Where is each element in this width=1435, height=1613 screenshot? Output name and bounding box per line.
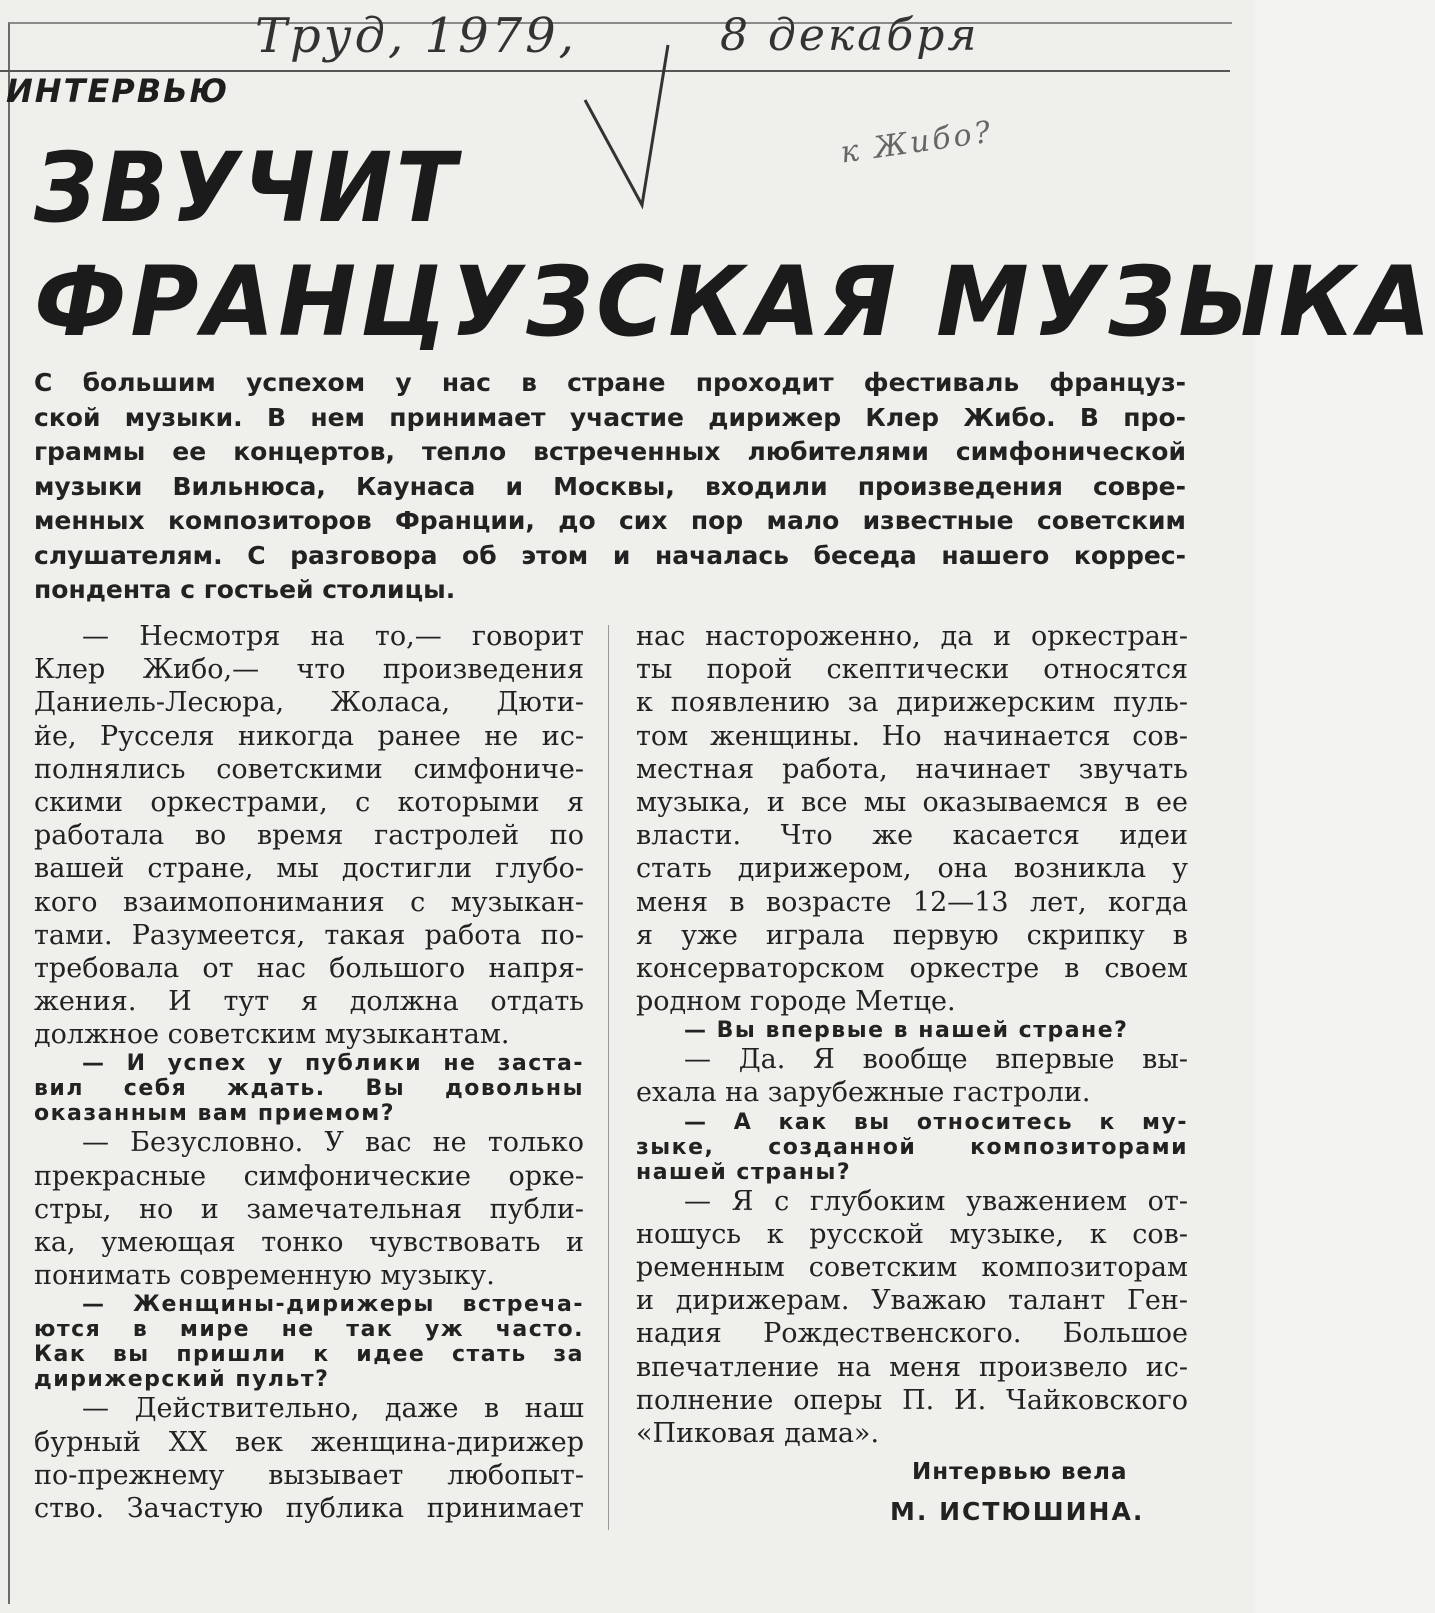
handwritten-note: к Жибо? [838,114,996,171]
article-column-2 [636,620,1188,1450]
answer-line: я уже играла первую скрипку в [636,919,1188,951]
lead-line: музыки Вильнюса, Каунаса и Москвы, входили произведения совре- [34,471,1186,501]
answer-line: бурный XX век женщина-дирижер [34,1426,584,1458]
answer-line: меня в возрасте 12—13 лет, когда [636,886,1188,918]
answer-line: и дирижерам. Уважаю талант Ген- [636,1285,1188,1317]
answer-line: работала во время гастролей по [34,820,584,852]
question-line: нашей страны? [636,1159,852,1185]
answer-line: должное советским музыкантам. [34,1019,510,1051]
handwritten-check-mark [580,40,680,210]
answer-line: — Действительно, даже в наш [82,1393,584,1425]
answer-line: полнялись советскими симфониче- [34,753,584,785]
answer-line: ка, умеющая тонко чувствовать и [34,1227,584,1258]
answer-line: скими оркестрами, с которыми я [34,786,584,818]
answer-line: родном городе Метце. [636,986,956,1018]
answer-line: нас настороженно, да и оркестран- [636,621,1188,652]
byline-author: М. ИСТЮШИНА. [890,1497,1145,1526]
answer-line: полнение оперы П. И. Чайковского [636,1384,1188,1416]
lead-paragraph [34,366,1186,608]
answer-line: Клер Жибо,— что произведения [34,654,584,686]
answer-line: — Я с глубоким уважением от- [684,1185,1188,1217]
question-line: зыке, созданной композиторами [636,1134,1188,1160]
answer-line: жения. И тут я должна отдать [34,986,584,1018]
question-line: Как вы пришли к идее стать за [34,1342,584,1368]
question-line: оказанным вам приемом? [34,1101,395,1127]
question-line: дирижерский пульт? [34,1367,330,1393]
question-line: ются в мире не так уж часто. [34,1317,584,1343]
answer-line: «Пиковая дама». [636,1417,880,1449]
question-line: — И успех у публики не заста- [82,1051,584,1077]
answer-line: власти. Что же касается идеи [636,820,1188,852]
answer-line: том женщины. Но начинается сов- [636,720,1188,752]
lead-line: менных композиторов Франции, до сих пор мало известные советским [34,506,1186,535]
answer-line: ство. Зачастую публика принимает [34,1492,584,1524]
byline-label: Интервью вела [912,1459,1128,1485]
answer-line: ты порой скептически относятся [636,654,1188,686]
handwritten-date: 8 декабря [720,10,980,61]
answer-line: вашей стране, мы достигли глубо- [34,853,584,885]
lead-line: слушателям. С разговора об этом и началась беседа нашего коррес- [34,540,1186,570]
answer-line: впечатление на меня произвело ис- [636,1351,1188,1383]
lead-line: граммы ее концертов, тепло встреченных любителями симфонической [34,437,1186,466]
headline-line-1: ЗВУЧИТ [34,132,460,244]
article-column-1 [34,620,584,1525]
answer-line: ношусь к русской музыке, к сов- [636,1218,1188,1250]
answer-line: йе, Русселя никогда ранее не ис- [34,720,584,752]
answer-line: тами. Разумеется, такая работа по- [34,919,584,951]
answer-line: по-прежнему вызывает любопыт- [34,1459,584,1491]
rubric-label: ИНТЕРВЬЮ [6,72,230,110]
column-divider [608,625,609,1530]
answer-line: надия Рождественского. Большое [636,1318,1188,1350]
answer-line: музыка, и все мы оказываемся в ее [636,786,1188,818]
lead-line: С большим успехом у нас в стране проходит фестиваль француз- [34,368,1186,397]
question-line: — А как вы относитесь к му- [684,1109,1188,1135]
answer-line: местная работа, начинает звучать [636,753,1188,785]
question-line: — Вы впервые в нашей стране? [684,1018,1129,1044]
answer-line: — Безусловно. У вас не только [82,1127,584,1159]
answer-line: стать дирижером, она возникла у [636,853,1188,885]
answer-line: Даниель-Лесюра, Жоласа, Дюти- [34,687,584,719]
answer-line: — Несмотря на то,— говорит [82,621,584,652]
answer-line: кого взаимопонимания с музыкан- [34,886,584,918]
headline-line-2: ФРАНЦУЗСКАЯ МУЗЫКА [34,246,1435,358]
lead-line: ской музыки. В нем принимает участие дирижер Клер Жибо. В про- [34,402,1186,432]
answer-line: прекрасные симфонические орке- [34,1160,584,1192]
answer-line: требовала от нас большого напря- [34,952,584,984]
handwritten-source: Труд, 1979, [255,8,577,64]
answer-line: — Да. Я вообще впервые вы- [684,1044,1188,1076]
answer-line: ременным советским композиторам [636,1252,1188,1283]
answer-line: к появлению за дирижерским пуль- [636,687,1188,719]
answer-line: консерваторском оркестре в своем [636,952,1188,984]
answer-line: понимать современную музыку. [34,1260,495,1292]
answer-line: стры, но и замечательная публи- [34,1193,584,1225]
question-line: вил себя ждать. Вы довольны [34,1076,584,1102]
lead-line: пондента с гостьей столицы. [34,575,456,604]
question-line: — Женщины-дирижеры встреча- [82,1292,584,1318]
answer-line: ехала на зарубежные гастроли. [636,1077,1091,1109]
